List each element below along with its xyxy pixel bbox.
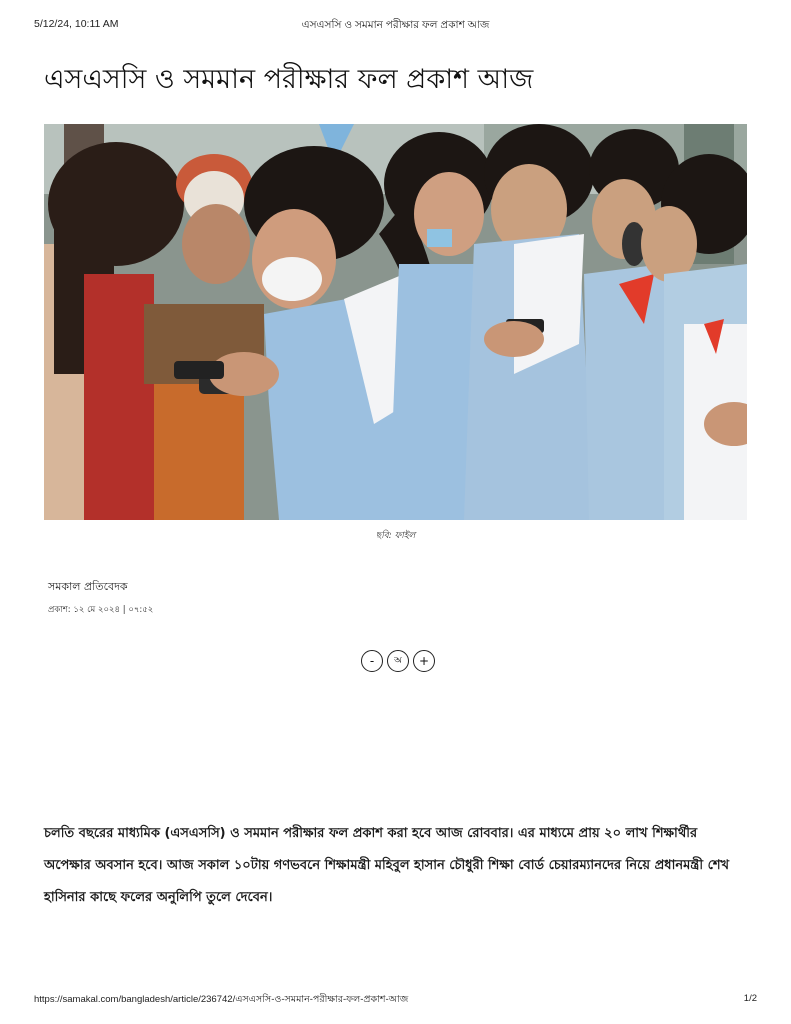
plus-icon: + <box>418 654 430 668</box>
font-reset-icon: অ <box>394 655 402 666</box>
article-published-date: প্রকাশ: ১২ মে ২০২৪ | ০৭:৫২ <box>48 605 154 615</box>
print-source-url[interactable]: https://samakal.com/bangladesh/article/236742/এসএসসি-ও-সমমান-পরীক্ষার-ফল-প্রকাশ-আজ <box>34 994 409 1005</box>
article-body-paragraph: চলতি বছরের মাধ্যমিক (এসএসসি) ও সমমান পরীক্ষার ফল প্রকাশ করা হবে আজ রোববার। এর মাধ্যমে প্রায় ২০ লাখ শিক্ষার্থীর অপেক্ষার অবসান হবে। আজ সকাল ১০টায় গণভবনে শিক্ষামন্ত্রী মহিবুল হাসান চৌধুরী শিক্ষা বোর্ড চেয়ারম্যানদের নিয়ে প্রধানমন্ত্রী শেখ হাসিনার কাছে ফলের অনুলিপি তুলে দেবেন। <box>44 826 730 905</box>
article-hero-image <box>44 124 747 520</box>
print-page-number: 1/2 <box>743 993 757 1004</box>
font-increase-button[interactable] <box>413 650 435 672</box>
article-headline: এসএসসি ও সমমান পরীক্ষার ফল প্রকাশ আজ <box>44 64 534 95</box>
font-size-controls <box>361 650 435 672</box>
minus-icon: - <box>369 654 375 668</box>
print-header <box>34 18 757 34</box>
print-datetime: 5/12/24, 10:11 AM <box>34 18 119 30</box>
image-caption: ছবি: ফাইল <box>375 531 416 541</box>
font-reset-button[interactable] <box>387 650 409 672</box>
font-decrease-button[interactable] <box>361 650 383 672</box>
print-footer <box>34 993 757 1007</box>
article-byline: সমকাল প্রতিবেদক <box>48 580 128 593</box>
print-page-title: এসএসসি ও সমমান পরীক্ষার ফল প্রকাশ আজ <box>301 19 490 31</box>
